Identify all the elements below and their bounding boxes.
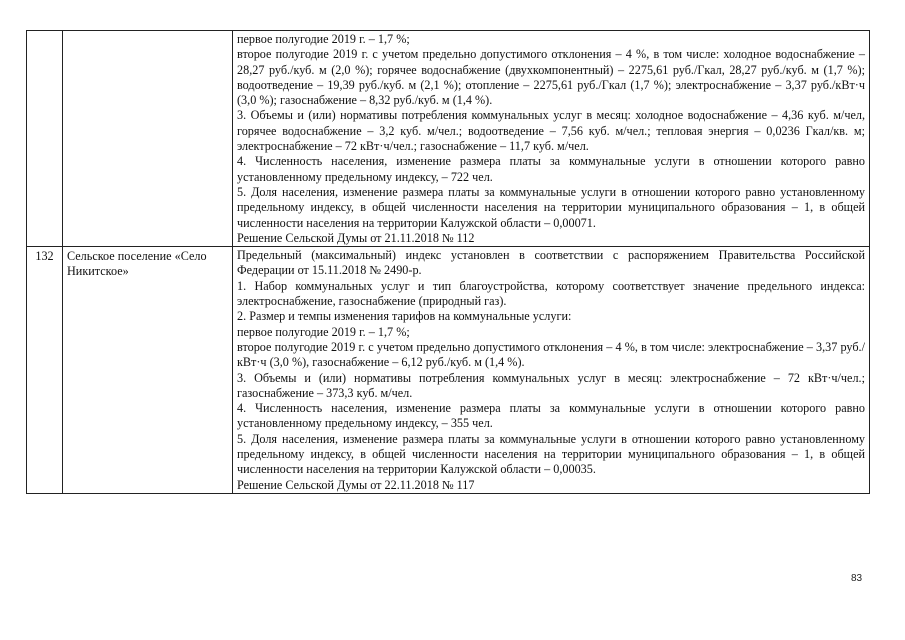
paragraph: 5. Доля населения, изменение размера платы за коммунальные услуги в отношении которого равно установленному предельному индексу, в общей численности населения на территории муниципального образования – 1, в общей численности населения на территории Калужской области – 0,00035. <box>237 431 865 477</box>
table-row <box>27 247 870 494</box>
table-row <box>27 31 870 247</box>
paragraph: второе полугодие 2019 г. с учетом предельно допустимого отклонения – 4 %, в том числе: электроснабжение – 3,37 руб./кВт·ч (3,0 %), газоснабжение – 6,12 руб./куб. м (1,4 %). <box>237 339 865 370</box>
paragraph: 4. Численность населения, изменение размера платы за коммунальные услуги в отношении которого равно установленному предельному индексу, – 355 чел. <box>237 401 865 431</box>
settlement-name-cell <box>63 31 233 247</box>
paragraph: первое полугодие 2019 г. – 1,7 %; <box>237 32 410 46</box>
paragraph: 1. Набор коммунальных услуг и тип благоустройства, которому соответствует значение предельного индекса: электроснабжение, газоснабжение (природный газ). <box>237 278 865 309</box>
paragraph: 3. Объемы и (или) нормативы потребления коммунальных услуг в месяц: электроснабжение – 72 кВт·ч/чел.; газоснабжение – 373,3 куб. м/чел. <box>237 370 865 400</box>
paragraph: Предельный (максимальный) индекс установлен в соответствии с распоряжением Правительства Российской Федерации от 15.11.2018 № 2490-р. <box>237 248 865 278</box>
paragraph: 5. Доля населения, изменение размера платы за коммунальные услуги в отношении которого равно установленному предельному индексу, в общей численности населения на территории муниципального образования – 1, в общей численности населения на территории Калужской области – 0,00071. <box>237 184 865 230</box>
index-description-cell <box>233 31 870 247</box>
paragraph: 2. Размер и темпы изменения тарифов на коммунальные услуги: <box>237 309 572 324</box>
index-description-cell <box>233 247 870 494</box>
decision-reference: Решение Сельской Думы от 21.11.2018 № 112 <box>237 230 475 245</box>
paragraph: первое полугодие 2019 г. – 1,7 %; <box>237 324 410 339</box>
row-number-cell <box>27 31 63 247</box>
paragraph: 3. Объемы и (или) нормативы потребления коммунальных услуг в месяц: холодное водоснабжение – 4,36 куб. м/чел, горячее водоснабжение – 3,2 куб. м/чел.; водоотведение – 7,56 куб. м/чел.; тепловая энергия – 0,0236 Гкал/кв. м; электроснабжение – 72 кВт·ч/чел.; газоснабжение – 11,7 куб. м/чел. <box>237 108 865 154</box>
settlement-name-cell: Сельское поселение «Село Никитское» <box>63 247 233 494</box>
paragraph: второе полугодие 2019 г. с учетом предельно допустимого отклонения – 4 %, в том числе: холодное водоснабжение – 28,27 руб./куб. м (2,0 %); горячее водоснабжение (двухкомпонентный) – 2275,61 руб./Гкал, 28,27 руб./куб. м (1,7 %); водоотведение – 19,39 руб./куб. м (2,1 %); отопление – 2275,61 руб./Гкал (1,7 %); электроснабжение – 3,37 руб./кВт·ч (3,0 %); газоснабжение – 8,32 руб./куб. м (1,4 %). <box>237 47 865 108</box>
decision-reference: Решение Сельской Думы от 22.11.2018 № 117 <box>237 477 475 492</box>
row-number-cell: 132 <box>27 247 63 494</box>
paragraph: 4. Численность населения, изменение размера платы за коммунальные услуги в отношении которого равно установленному предельному индексу, – 722 чел. <box>237 154 865 184</box>
page-number: 83 <box>851 573 863 584</box>
tariff-index-table <box>26 30 870 494</box>
